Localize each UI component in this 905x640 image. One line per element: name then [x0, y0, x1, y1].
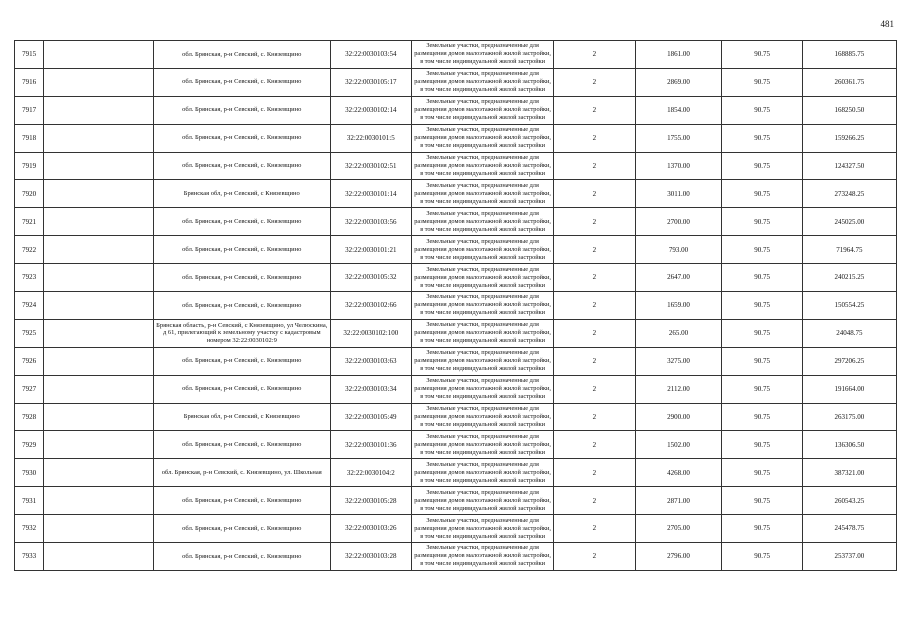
empty-cell — [44, 152, 154, 180]
table-row — [15, 431, 897, 459]
category-cell: 2 — [554, 236, 636, 264]
row-number-cell: 7923 — [15, 264, 44, 292]
row-number-cell: 7926 — [15, 347, 44, 375]
cadastral-value-cell: 159266.25 — [802, 124, 896, 152]
area-cell: 793.00 — [635, 236, 722, 264]
cadastral-value-cell: 191664.00 — [802, 375, 896, 403]
area-cell: 2647.00 — [635, 264, 722, 292]
empty-cell — [44, 347, 154, 375]
category-cell: 2 — [554, 459, 636, 487]
empty-cell — [44, 68, 154, 96]
empty-cell — [44, 124, 154, 152]
category-cell: 2 — [554, 124, 636, 152]
rate-cell: 90.75 — [722, 96, 802, 124]
area-cell: 1854.00 — [635, 96, 722, 124]
category-cell: 2 — [554, 403, 636, 431]
empty-cell — [44, 292, 154, 320]
row-number-cell: 7920 — [15, 180, 44, 208]
empty-cell — [44, 403, 154, 431]
land-use-cell: Земельные участки, предназначенные для размещения домов малоэтажной жилой застройки, в том числе индивидуальной жилой застройки — [412, 264, 554, 292]
land-use-cell: Земельные участки, предназначенные для размещения домов малоэтажной жилой застройки, в том числе индивидуальной жилой застройки — [412, 68, 554, 96]
cadastral-number-cell: 32:22:0030101:21 — [330, 236, 412, 264]
category-cell: 2 — [554, 347, 636, 375]
rate-cell: 90.75 — [722, 124, 802, 152]
land-use-cell: Земельные участки, предназначенные для размещения домов малоэтажной жилой застройки, в том числе индивидуальной жилой застройки — [412, 180, 554, 208]
empty-cell — [44, 180, 154, 208]
row-number-cell: 7924 — [15, 292, 44, 320]
table-body — [15, 41, 897, 571]
table-row — [15, 403, 897, 431]
category-cell: 2 — [554, 152, 636, 180]
category-cell: 2 — [554, 208, 636, 236]
cadastral-number-cell: 32:22:0030105:49 — [330, 403, 412, 431]
area-cell: 1370.00 — [635, 152, 722, 180]
category-cell: 2 — [554, 487, 636, 515]
rate-cell: 90.75 — [722, 41, 802, 69]
address-cell: обл. Брянская, р-н Севский, с. Князевщино — [153, 68, 330, 96]
row-number-cell: 7929 — [15, 431, 44, 459]
area-cell: 3275.00 — [635, 347, 722, 375]
table-row — [15, 68, 897, 96]
category-cell: 2 — [554, 515, 636, 543]
row-number-cell: 7928 — [15, 403, 44, 431]
rate-cell: 90.75 — [722, 236, 802, 264]
empty-cell — [44, 459, 154, 487]
cadastral-value-cell: 387321.00 — [802, 459, 896, 487]
land-use-cell: Земельные участки, предназначенные для размещения домов малоэтажной жилой застройки, в том числе индивидуальной жилой застройки — [412, 236, 554, 264]
rate-cell: 90.75 — [722, 68, 802, 96]
cadastral-value-cell: 24048.75 — [802, 319, 896, 347]
land-use-cell: Земельные участки, предназначенные для размещения домов малоэтажной жилой застройки, в том числе индивидуальной жилой застройки — [412, 515, 554, 543]
category-cell: 2 — [554, 375, 636, 403]
area-cell: 2869.00 — [635, 68, 722, 96]
empty-cell — [44, 236, 154, 264]
rate-cell: 90.75 — [722, 264, 802, 292]
address-cell: обл. Брянская, р-н Севский, с. Князевщино — [153, 96, 330, 124]
area-cell: 1861.00 — [635, 41, 722, 69]
land-use-cell: Земельные участки, предназначенные для размещения домов малоэтажной жилой застройки, в том числе индивидуальной жилой застройки — [412, 124, 554, 152]
cadastral-value-cell: 263175.00 — [802, 403, 896, 431]
cadastral-number-cell: 32:22:0030105:17 — [330, 68, 412, 96]
cadastral-value-cell: 245025.00 — [802, 208, 896, 236]
address-cell: обл. Брянская, р-н Севский, с. Князевщино — [153, 124, 330, 152]
row-number-cell: 7917 — [15, 96, 44, 124]
land-use-cell: Земельные участки, предназначенные для размещения домов малоэтажной жилой застройки, в том числе индивидуальной жилой застройки — [412, 403, 554, 431]
category-cell: 2 — [554, 68, 636, 96]
category-cell: 2 — [554, 41, 636, 69]
address-cell: обл. Брянская, р-н Севский, с. Князевщино — [153, 431, 330, 459]
cadastral-number-cell: 32:22:0030105:28 — [330, 487, 412, 515]
cadastral-value-cell: 253737.00 — [802, 543, 896, 571]
address-cell: обл. Брянская, р-н Севский, с. Князевщино — [153, 347, 330, 375]
table-row — [15, 543, 897, 571]
address-cell: обл. Брянская, р-н Севский, с. Князевщино, ул. Школьная — [153, 459, 330, 487]
table-row — [15, 375, 897, 403]
category-cell: 2 — [554, 264, 636, 292]
row-number-cell: 7930 — [15, 459, 44, 487]
empty-cell — [44, 375, 154, 403]
area-cell: 1659.00 — [635, 292, 722, 320]
rate-cell: 90.75 — [722, 515, 802, 543]
row-number-cell: 7916 — [15, 68, 44, 96]
row-number-cell: 7922 — [15, 236, 44, 264]
cadastral-value-cell: 136306.50 — [802, 431, 896, 459]
rate-cell: 90.75 — [722, 459, 802, 487]
cadastral-value-cell: 150554.25 — [802, 292, 896, 320]
empty-cell — [44, 319, 154, 347]
address-cell: обл. Брянская, р-н Севский, с. Князевщино — [153, 292, 330, 320]
area-cell: 2871.00 — [635, 487, 722, 515]
area-cell: 3011.00 — [635, 180, 722, 208]
area-cell: 4268.00 — [635, 459, 722, 487]
cadastral-value-cell: 168250.50 — [802, 96, 896, 124]
address-cell: обл. Брянская, р-н Севский, с. Князевщино — [153, 41, 330, 69]
address-cell: обл. Брянская, р-н Севский, с. Князевщино — [153, 515, 330, 543]
rate-cell: 90.75 — [722, 208, 802, 236]
table-row — [15, 124, 897, 152]
cadastral-value-cell: 168885.75 — [802, 41, 896, 69]
category-cell: 2 — [554, 319, 636, 347]
table-row — [15, 96, 897, 124]
category-cell: 2 — [554, 292, 636, 320]
cadastral-value-cell: 260361.75 — [802, 68, 896, 96]
address-cell: обл. Брянская, р-н Севский, с. Князевщино — [153, 264, 330, 292]
address-cell: Брянская обл, р-н Севский, с Князевщино — [153, 180, 330, 208]
area-cell: 2700.00 — [635, 208, 722, 236]
address-cell: обл. Брянская, р-н Севский, с. Князевщино — [153, 543, 330, 571]
land-use-cell: Земельные участки, предназначенные для размещения домов малоэтажной жилой застройки, в том числе индивидуальной жилой застройки — [412, 543, 554, 571]
cadastral-value-cell: 240215.25 — [802, 264, 896, 292]
rate-cell: 90.75 — [722, 403, 802, 431]
empty-cell — [44, 487, 154, 515]
row-number-cell: 7915 — [15, 41, 44, 69]
area-cell: 1755.00 — [635, 124, 722, 152]
table-row — [15, 487, 897, 515]
address-cell: обл. Брянская, р-н Севский, с. Князевщино — [153, 152, 330, 180]
rate-cell: 90.75 — [722, 431, 802, 459]
cadastral-value-table — [14, 40, 897, 571]
cadastral-number-cell: 32:22:0030103:56 — [330, 208, 412, 236]
land-use-cell: Земельные участки, предназначенные для размещения домов малоэтажной жилой застройки, в том числе индивидуальной жилой застройки — [412, 347, 554, 375]
cadastral-number-cell: 32:22:0030102:14 — [330, 96, 412, 124]
table-row — [15, 459, 897, 487]
page-number: 481 — [880, 19, 894, 29]
cadastral-number-cell: 32:22:0030103:63 — [330, 347, 412, 375]
cadastral-number-cell: 32:22:0030101:36 — [330, 431, 412, 459]
row-number-cell: 7931 — [15, 487, 44, 515]
table-row — [15, 41, 897, 69]
row-number-cell: 7932 — [15, 515, 44, 543]
rate-cell: 90.75 — [722, 375, 802, 403]
empty-cell — [44, 208, 154, 236]
cadastral-number-cell: 32:22:0030103:26 — [330, 515, 412, 543]
land-use-cell: Земельные участки, предназначенные для размещения домов малоэтажной жилой застройки, в том числе индивидуальной жилой застройки — [412, 208, 554, 236]
table-row — [15, 180, 897, 208]
land-use-cell: Земельные участки, предназначенные для размещения домов малоэтажной жилой застройки, в том числе индивидуальной жилой застройки — [412, 96, 554, 124]
land-use-cell: Земельные участки, предназначенные для размещения домов малоэтажной жилой застройки, в том числе индивидуальной жилой застройки — [412, 319, 554, 347]
area-cell: 265.00 — [635, 319, 722, 347]
rate-cell: 90.75 — [722, 292, 802, 320]
table-row — [15, 208, 897, 236]
empty-cell — [44, 41, 154, 69]
cadastral-value-cell: 124327.50 — [802, 152, 896, 180]
address-cell: Брянская область, р-н Севский, с Князевщино, ул Челюскина, д 61, прилегающий к земельному участку с кадастровым номером 32:22:0030102:9 — [153, 319, 330, 347]
empty-cell — [44, 96, 154, 124]
land-use-cell: Земельные участки, предназначенные для размещения домов малоэтажной жилой застройки, в том числе индивидуальной жилой застройки — [412, 431, 554, 459]
rate-cell: 90.75 — [722, 152, 802, 180]
table-row — [15, 264, 897, 292]
category-cell: 2 — [554, 96, 636, 124]
cadastral-number-cell: 32:22:0030102:66 — [330, 292, 412, 320]
land-use-cell: Земельные участки, предназначенные для размещения домов малоэтажной жилой застройки, в том числе индивидуальной жилой застройки — [412, 152, 554, 180]
row-number-cell: 7925 — [15, 319, 44, 347]
cadastral-value-cell: 273248.25 — [802, 180, 896, 208]
table-row — [15, 152, 897, 180]
land-use-cell: Земельные участки, предназначенные для размещения домов малоэтажной жилой застройки, в том числе индивидуальной жилой застройки — [412, 41, 554, 69]
table-row — [15, 347, 897, 375]
cadastral-value-cell: 245478.75 — [802, 515, 896, 543]
address-cell: Брянская обл, р-н Севский, с Князевщино — [153, 403, 330, 431]
area-cell: 2705.00 — [635, 515, 722, 543]
row-number-cell: 7919 — [15, 152, 44, 180]
empty-cell — [44, 515, 154, 543]
table-row — [15, 319, 897, 347]
row-number-cell: 7918 — [15, 124, 44, 152]
cadastral-number-cell: 32:22:0030101:5 — [330, 124, 412, 152]
land-use-cell: Земельные участки, предназначенные для размещения домов малоэтажной жилой застройки, в том числе индивидуальной жилой застройки — [412, 375, 554, 403]
cadastral-value-cell: 71964.75 — [802, 236, 896, 264]
table-row — [15, 515, 897, 543]
land-use-cell: Земельные участки, предназначенные для размещения домов малоэтажной жилой застройки, в том числе индивидуальной жилой застройки — [412, 487, 554, 515]
address-cell: обл. Брянская, р-н Севский, с. Князевщино — [153, 375, 330, 403]
land-use-cell: Земельные участки, предназначенные для размещения домов малоэтажной жилой застройки, в том числе индивидуальной жилой застройки — [412, 459, 554, 487]
cadastral-number-cell: 32:22:0030104:2 — [330, 459, 412, 487]
area-cell: 2796.00 — [635, 543, 722, 571]
cadastral-number-cell: 32:22:0030103:34 — [330, 375, 412, 403]
table-row — [15, 292, 897, 320]
address-cell: обл. Брянская, р-н Севский, с. Князевщино — [153, 236, 330, 264]
rate-cell: 90.75 — [722, 543, 802, 571]
category-cell: 2 — [554, 543, 636, 571]
cadastral-value-cell: 260543.25 — [802, 487, 896, 515]
cadastral-number-cell: 32:22:0030101:14 — [330, 180, 412, 208]
rate-cell: 90.75 — [722, 180, 802, 208]
row-number-cell: 7921 — [15, 208, 44, 236]
category-cell: 2 — [554, 180, 636, 208]
cadastral-number-cell: 32:22:0030103:28 — [330, 543, 412, 571]
area-cell: 2900.00 — [635, 403, 722, 431]
address-cell: обл. Брянская, р-н Севский, с. Князевщино — [153, 208, 330, 236]
rate-cell: 90.75 — [722, 319, 802, 347]
cadastral-number-cell: 32:22:0030105:32 — [330, 264, 412, 292]
address-cell: обл. Брянская, р-н Севский, с. Князевщино — [153, 487, 330, 515]
row-number-cell: 7933 — [15, 543, 44, 571]
cadastral-number-cell: 32:22:0030102:51 — [330, 152, 412, 180]
cadastral-number-cell: 32:22:0030103:54 — [330, 41, 412, 69]
land-use-cell: Земельные участки, предназначенные для размещения домов малоэтажной жилой застройки, в том числе индивидуальной жилой застройки — [412, 292, 554, 320]
rate-cell: 90.75 — [722, 347, 802, 375]
empty-cell — [44, 543, 154, 571]
cadastral-value-cell: 297206.25 — [802, 347, 896, 375]
rate-cell: 90.75 — [722, 487, 802, 515]
empty-cell — [44, 431, 154, 459]
area-cell: 1502.00 — [635, 431, 722, 459]
area-cell: 2112.00 — [635, 375, 722, 403]
table-row — [15, 236, 897, 264]
category-cell: 2 — [554, 431, 636, 459]
empty-cell — [44, 264, 154, 292]
row-number-cell: 7927 — [15, 375, 44, 403]
cadastral-number-cell: 32:22:0030102:100 — [330, 319, 412, 347]
